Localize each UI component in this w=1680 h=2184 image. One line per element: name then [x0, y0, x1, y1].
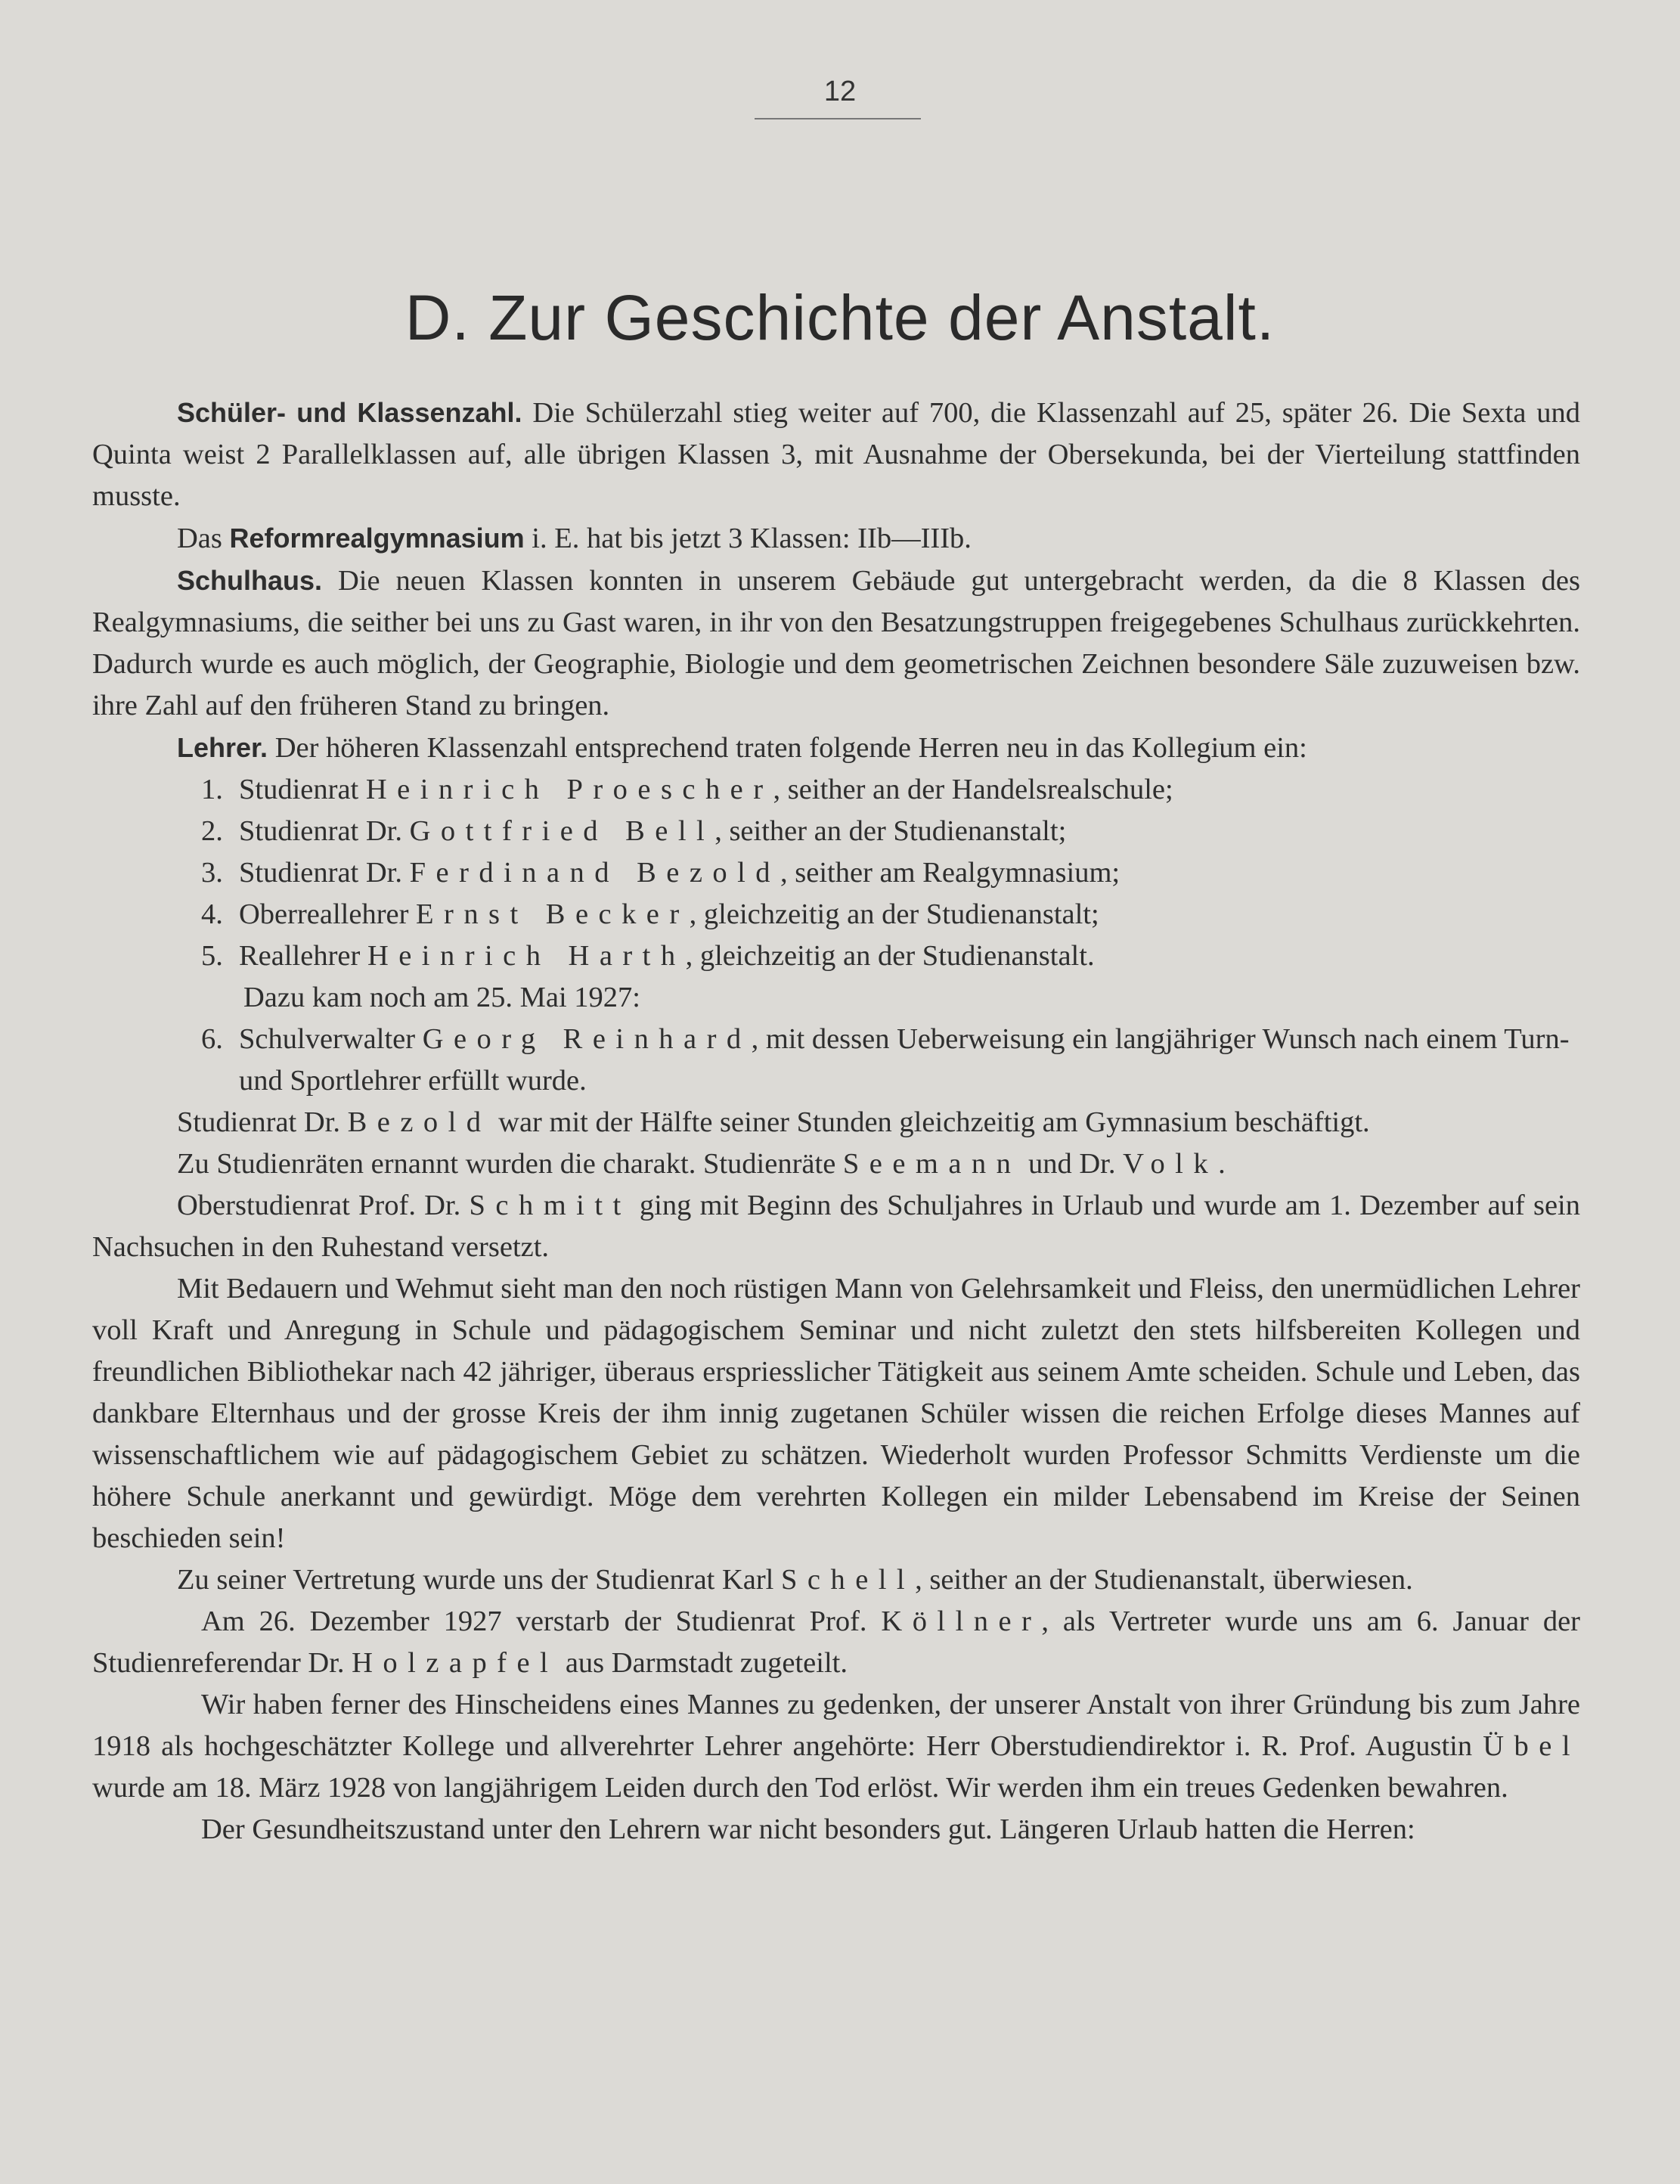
list-text: Studienrat Dr. — [239, 857, 410, 889]
paragraph-lehrer — [92, 727, 1580, 769]
person-name: Übel — [1483, 1730, 1580, 1762]
paragraph-text: , als Vertreter wurde uns am 6. Januar der Studienreferendar Dr. — [92, 1605, 1580, 1679]
list-text: Reallehrer — [239, 940, 367, 972]
paragraph-text: i. E. hat bis jetzt 3 Klassen: IIb—IIIb. — [524, 523, 972, 554]
list-text: Oberreallehrer — [239, 898, 417, 930]
person-name: Köllner — [881, 1605, 1042, 1637]
teacher-name: Gottfried Bell — [409, 815, 715, 847]
list-text: Studienrat Dr. — [239, 815, 410, 847]
list-number: 3. — [201, 857, 223, 889]
paragraph-text: Die Schülerzahl stieg weiter auf 700, die Klassenzahl auf 25, später 26. Die Sexta und Quinta weist 2 Parallelklassen auf, alle übrigen Klassen 3, mit Ausnahme der Obersekunda, bei der Vierteilung stattfinden musste. — [92, 397, 1580, 512]
teacher-name: Heinrich Harth — [367, 940, 686, 972]
list-item — [201, 894, 1580, 935]
paragraph-schmitt — [92, 1185, 1580, 1268]
paragraph-text: Am 26. Dezember 1927 verstarb der Studienrat Prof. — [201, 1605, 882, 1637]
person-name: Holzapfel — [352, 1647, 559, 1679]
paragraph-text: . — [1218, 1148, 1226, 1180]
paragraph-text: Oberstudienrat Prof. Dr. — [177, 1190, 470, 1221]
paragraph-text: Die neuen Klassen konnten in unserem Gebäude gut untergebracht werden, da die 8 Klassen des Realgymnasiums, die seither bei uns zu Gast waren, in ihr von den Besatzungstruppen freigegebenes Schulhaus zurückkehrten. Dadurch wurde es auch möglich, der Geographie, Biologie und dem geometrischen Zeichnen besondere Säle zuzuweisen bzw. ihre Zahl auf den früheren Stand zu bringen. — [92, 565, 1580, 721]
teacher-name: Ernst Becker — [416, 898, 690, 930]
teacher-name: Georg Reinhard — [422, 1023, 752, 1055]
paragraph-reformrealgymnasium — [92, 517, 1580, 560]
paragraph-text: aus Darmstadt zugeteilt. — [558, 1647, 848, 1679]
paragraph-uebel — [92, 1684, 1580, 1809]
teacher-list-continued — [92, 1019, 1580, 1102]
paragraph-text: Der höheren Klassenzahl entsprechend traten folgende Herren neu in das Kollegium ein: — [268, 732, 1307, 764]
list-text: Studienrat — [239, 774, 366, 805]
list-number: 2. — [201, 815, 223, 847]
paragraph-studienraete — [92, 1143, 1580, 1185]
page-number-rule — [755, 118, 921, 119]
list-text: Schulverwalter — [239, 1023, 423, 1055]
paragraph-schuelerzahl — [92, 392, 1580, 517]
paragraph-text: Studienrat Dr. — [177, 1106, 348, 1138]
person-name: Schmitt — [469, 1190, 631, 1221]
teacher-name: Ferdinand Bezold — [409, 857, 781, 889]
list-item — [201, 811, 1580, 852]
paragraph-text: und Dr. — [1021, 1148, 1124, 1180]
paragraph-vertretung — [92, 1559, 1580, 1601]
teacher-name: Heinrich Proescher — [365, 774, 773, 805]
paragraph-gesundheit: Der Gesundheitszustand unter den Lehrern war nicht besonders gut. Längeren Urlaub hatten die Herren: — [201, 1813, 1415, 1845]
list-number: 6. — [201, 1023, 223, 1055]
list-number: 4. — [201, 898, 223, 930]
body-text — [92, 392, 1580, 1851]
page-number: 12 — [823, 76, 857, 107]
run-in-heading: Schüler- und Klassenzahl. — [177, 397, 522, 428]
paragraph-text: Zu Studienräten ernannt wurden die charakt. Studienräte — [177, 1148, 843, 1180]
bold-term: Reformrealgymnasium — [229, 523, 525, 554]
list-item — [201, 769, 1580, 811]
person-name: Volk — [1123, 1148, 1219, 1180]
person-name: Schell — [781, 1564, 916, 1596]
paragraph-text: Wir haben ferner des Hinscheidens eines Mannes zu gedenken, der unserer Anstalt von ihrer Gründung bis zum Jahre 1918 als hochgeschätzter Kollege und allverehrter Lehrer angehörte: Herr Oberstudiendirektor i. R. Prof. Augustin — [92, 1689, 1580, 1762]
paragraph-text: , seither an der Studienanstalt, überwiesen. — [915, 1564, 1413, 1596]
list-text: , mit dessen Ueberweisung ein langjähriger Wunsch nach einem Turn- und Sportlehrer erfüllt wurde. — [239, 1023, 1570, 1097]
list-text: , gleichzeitig an der Studienanstalt. — [685, 940, 1095, 972]
paragraph-text: wurde am 18. März 1928 von langjährigem Leiden durch den Tod erlöst. Wir werden ihm ein treues Gedenken bewahren. — [92, 1772, 1508, 1804]
paragraph-text: Zu seiner Vertretung wurde uns der Studienrat Karl — [177, 1564, 782, 1596]
paragraph-schulhaus — [92, 560, 1580, 727]
list-text: , seither am Realgymnasium; — [780, 857, 1121, 889]
list-text: , seither an der Studienanstalt; — [714, 815, 1067, 847]
paragraph-text: ging mit Beginn des Schuljahres in Urlaub und wurde am 1. Dezember auf sein Nachsuchen in den Ruhestand versetzt. — [92, 1190, 1580, 1263]
list-text: , seither an der Handelsrealschule; — [773, 774, 1173, 805]
paragraph-wuerdigung: Mit Bedauern und Wehmut sieht man den noch rüstigen Mann von Gelehrsamkeit und Fleiss, den unermüdlichen Lehrer voll Kraft und Anregung in Schule und pädagogischem Seminar und nicht zuletzt den stets hilfsbereiten Kollegen und freundlichen Bibliothekar nach 42 jähriger, überaus erspriesslicher Tätigkeit aus seinem Amte scheiden. Schule und Leben, das dankbare Elternhaus und der grosse Kreis der ihm innig zugetanen Schüler wissen die reichen Erfolge dieses Mannes auf wissenschaftlichem wie auf pädagogischem Gebiet zu schätzen. Wiederholt wurden Professor Schmitts Verdienste um die höhere Schule anerkannt und gewürdigt. Möge dem verehrten Kollegen ein milder Lebensabend im Kreise der Seinen beschieden sein! — [92, 1273, 1580, 1554]
person-name: Bezold — [347, 1106, 491, 1138]
paragraph-bezold — [92, 1102, 1580, 1143]
list-item — [201, 852, 1580, 894]
run-in-heading: Schulhaus. — [177, 565, 323, 596]
list-item — [201, 1019, 1580, 1102]
list-addendum: Dazu kam noch am 25. Mai 1927: — [243, 982, 640, 1013]
teacher-list — [92, 769, 1580, 977]
person-name: Seemann — [842, 1148, 1021, 1180]
list-number: 1. — [201, 774, 223, 805]
paragraph-koellner — [92, 1601, 1580, 1684]
section-heading: D. Zur Geschichte der Anstalt. — [405, 282, 1275, 353]
list-text: , gleichzeitig an der Studienanstalt; — [689, 898, 1099, 930]
paragraph-text: war mit der Hälfte seiner Stunden gleichzeitig am Gymnasium beschäftigt. — [491, 1106, 1370, 1138]
list-item — [201, 935, 1580, 977]
paragraph-text: Das — [177, 523, 230, 554]
run-in-heading: Lehrer. — [177, 732, 268, 763]
list-number: 5. — [201, 940, 223, 972]
